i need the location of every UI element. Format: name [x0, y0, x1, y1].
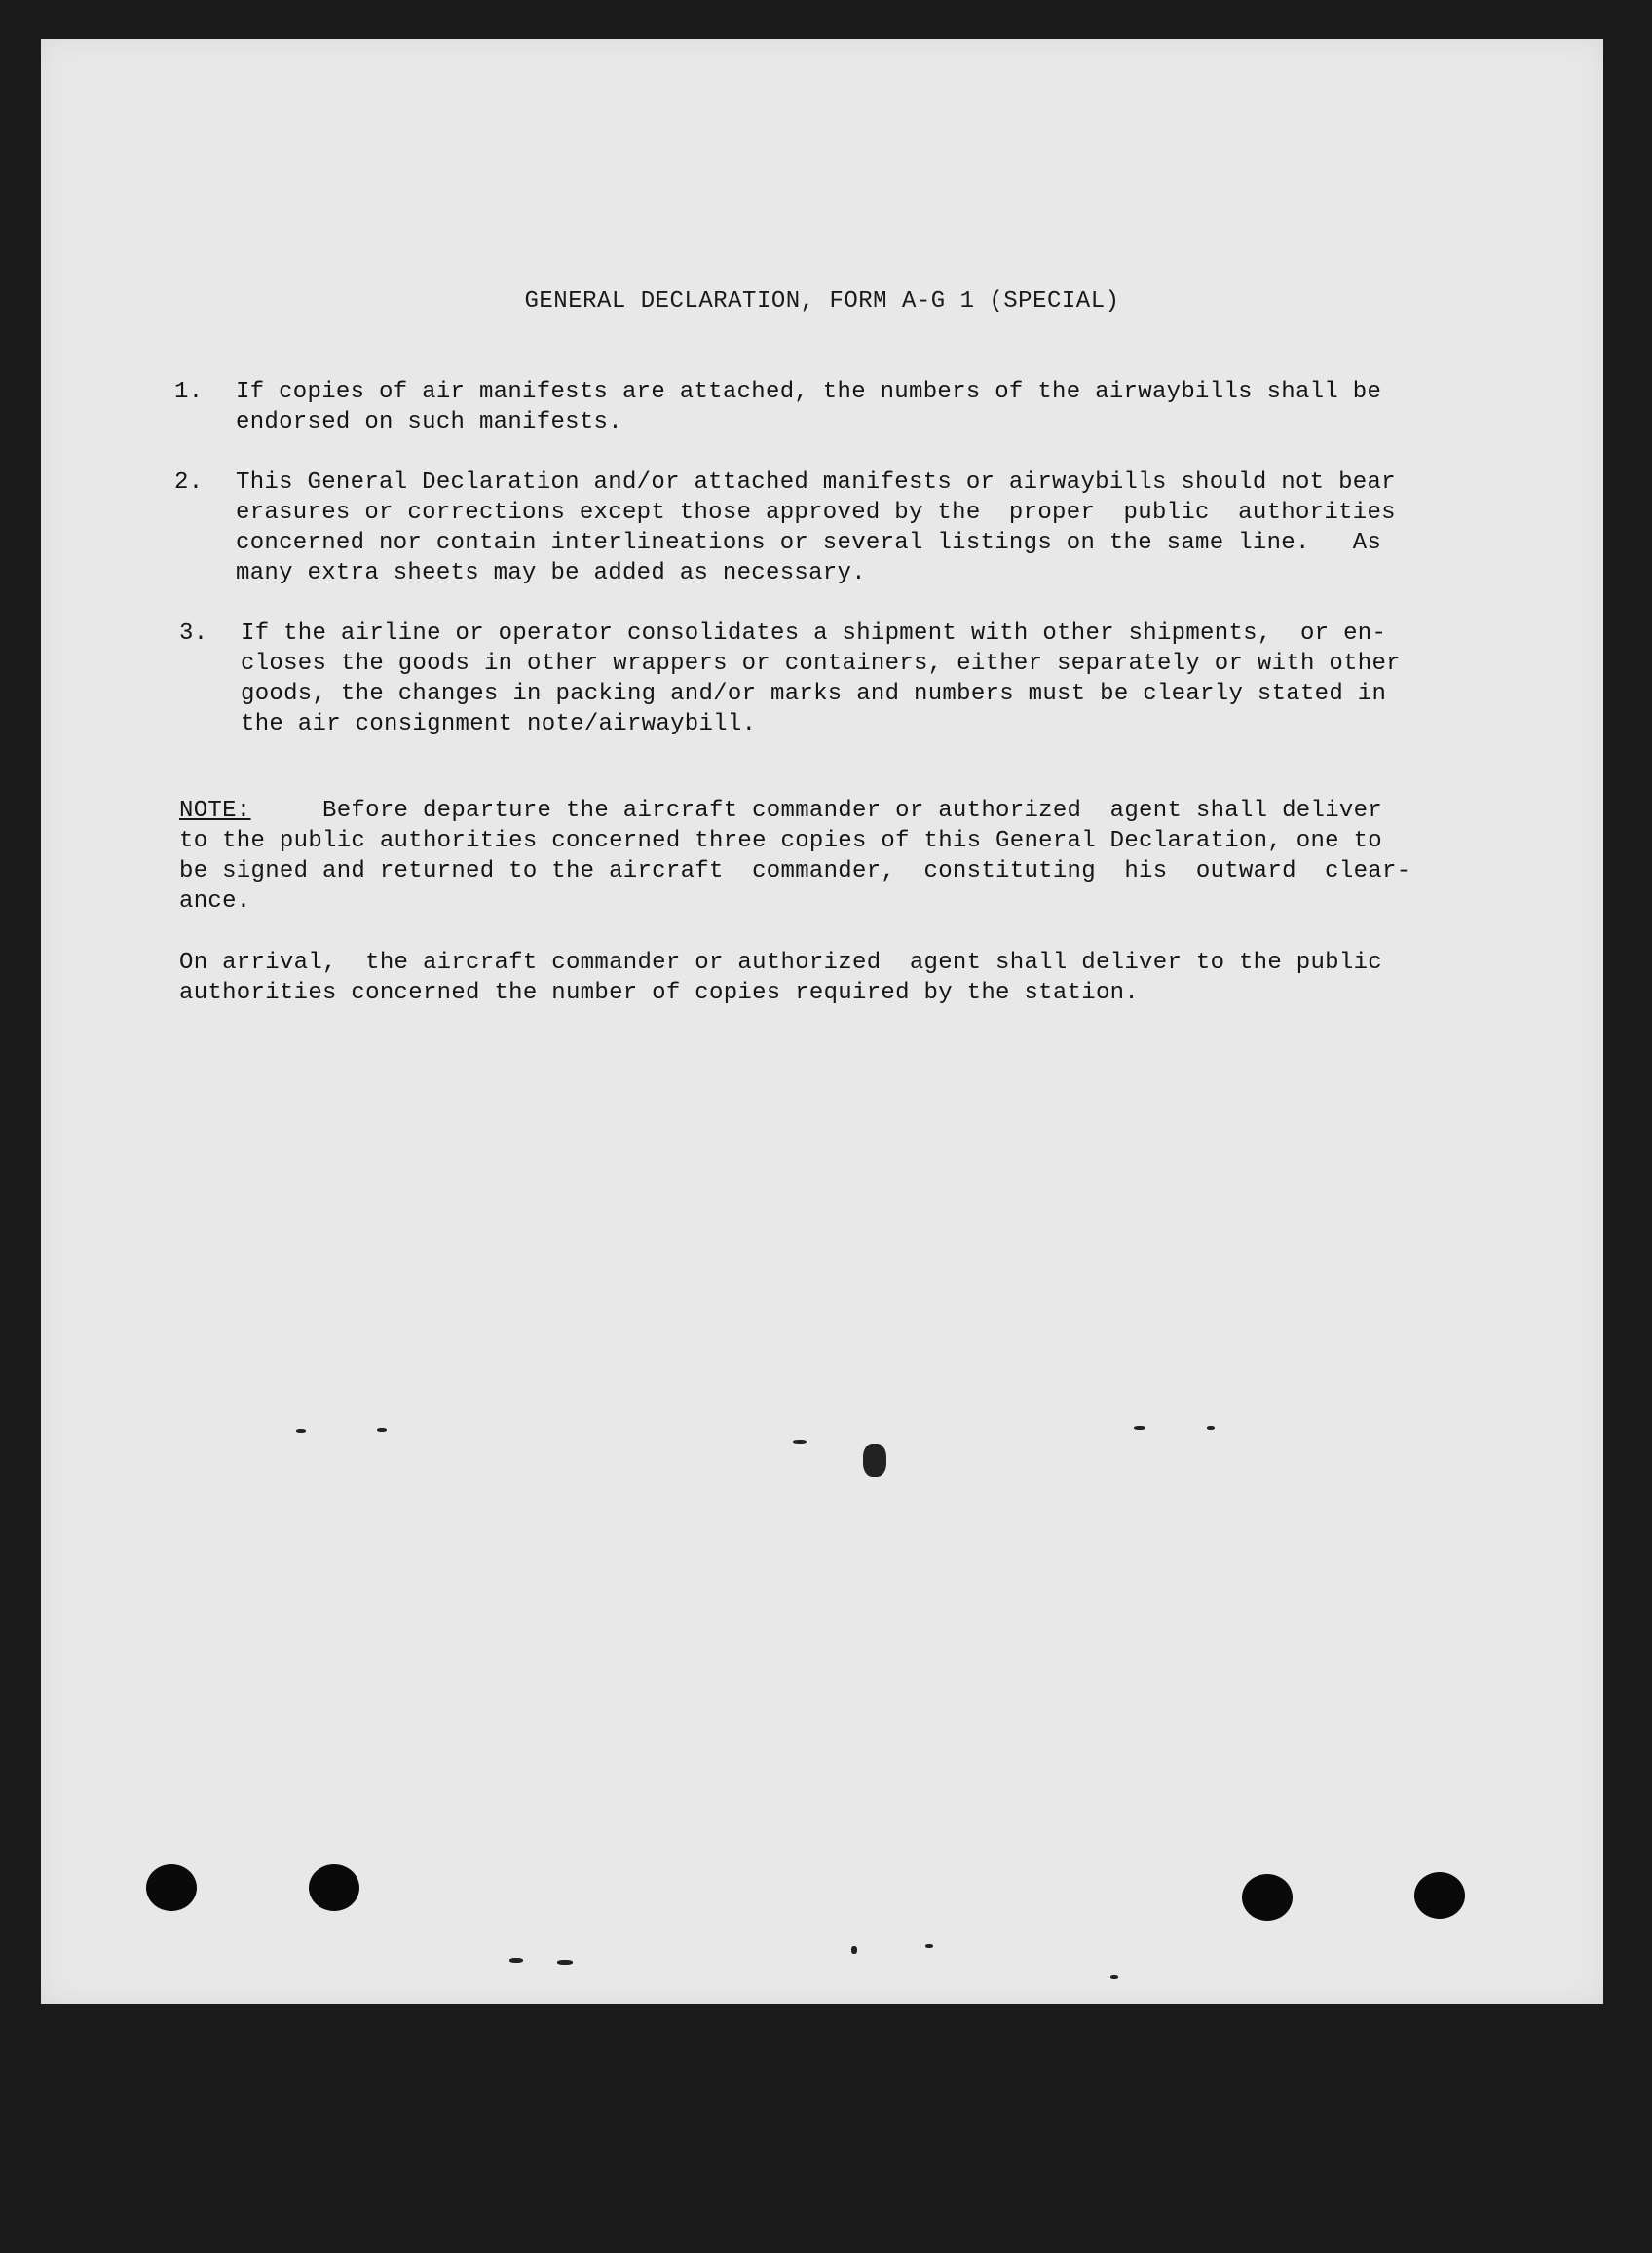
ink-speck	[925, 1944, 933, 1948]
ink-speck	[793, 1440, 807, 1444]
item-number: 2.	[174, 469, 204, 496]
item-text	[236, 377, 1381, 437]
text-line: ance.	[179, 888, 251, 915]
text-line: On arrival, the aircraft commander or authorized agent shall deliver to the public	[179, 950, 1382, 976]
ink-speck	[1134, 1426, 1145, 1430]
punch-hole	[309, 1864, 359, 1911]
text-line: endorsed on such manifests.	[236, 409, 622, 435]
text-line: be signed and returned to the aircraft commander, constituting his outward clear-	[179, 858, 1411, 884]
ink-speck	[377, 1428, 387, 1432]
document-page	[41, 39, 1603, 2004]
ink-speck	[1110, 1975, 1118, 1979]
item-number: 3.	[179, 620, 208, 647]
punch-hole	[1414, 1872, 1465, 1919]
ink-speck	[557, 1960, 573, 1965]
text-line	[179, 796, 1533, 826]
text-line: If copies of air manifests are attached, the numbers of the airwaybills shall be	[236, 379, 1382, 405]
ink-speck	[851, 1946, 857, 1954]
punch-hole	[146, 1864, 197, 1911]
ink-speck	[296, 1429, 306, 1433]
note-label: NOTE:	[179, 798, 251, 824]
text-line: erasures or corrections except those approved by the proper public authorities	[236, 500, 1396, 526]
text-line: authorities concerned the number of copies required by the station.	[179, 980, 1140, 1006]
item-text	[236, 468, 1396, 588]
text-line: the air consignment note/airwaybill.	[241, 711, 757, 737]
text-line: to the public authorities concerned three copies of this General Declaration, one to	[179, 828, 1382, 854]
arrival-paragraph	[179, 948, 1533, 1008]
ink-speck	[509, 1958, 523, 1963]
item-text	[241, 619, 1401, 739]
note-text: Before departure the aircraft commander or authorized agent shall deliver	[250, 798, 1382, 824]
text-line: goods, the changes in packing and/or marks and numbers must be clearly stated in	[241, 681, 1387, 707]
punch-hole	[1242, 1874, 1293, 1921]
ink-speck	[1207, 1426, 1215, 1430]
document-title: GENERAL DECLARATION, FORM A-G 1 (SPECIAL)	[524, 288, 1120, 315]
text-line: many extra sheets may be added as necessary.	[236, 560, 866, 586]
text-line: concerned nor contain interlineations or several listings on the same line. As	[236, 530, 1382, 556]
text-line: This General Declaration and/or attached manifests or airwaybills should not bear	[236, 469, 1396, 496]
text-line: closes the goods in other wrappers or containers, either separately or with other	[241, 651, 1401, 677]
ink-speck	[863, 1444, 886, 1477]
text-line: If the airline or operator consolidates a shipment with other shipments, or en-	[241, 620, 1387, 647]
item-number: 1.	[174, 379, 204, 405]
note-paragraph	[179, 796, 1533, 917]
